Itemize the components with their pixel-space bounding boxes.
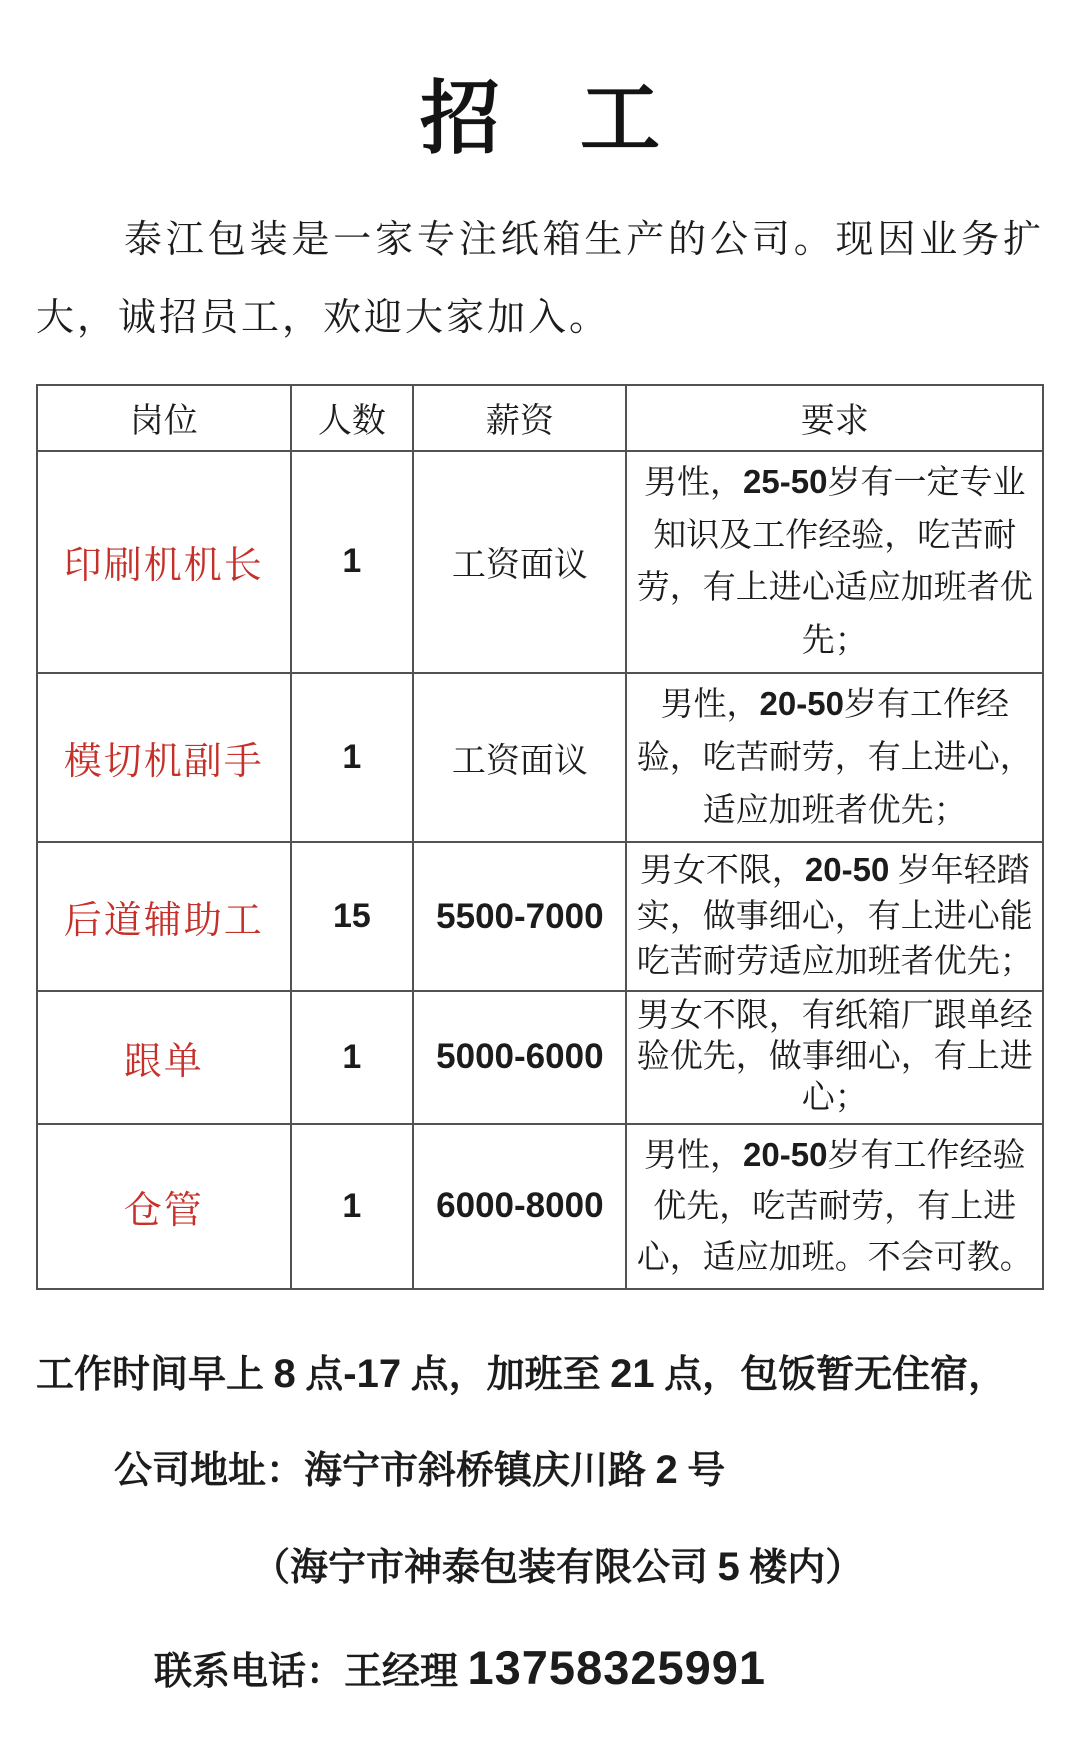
salary-cell [413,991,626,1124]
contact-phone-line [154,1637,1044,1698]
work-hours-line-number: 21 [610,1352,655,1397]
address-detail-line-text: （海宁市神泰包装有限公司 [252,1546,718,1589]
requirement-cell [626,842,1043,991]
work-hours-line-text: 点 [295,1354,344,1397]
salary-label: 工资面议 [451,743,588,781]
col-header-requirements: 要求 [626,385,1043,451]
salary-cell [413,451,626,673]
position-cell: 印刷机机长 [37,451,291,673]
salary-range: 6000-8000 [436,1186,604,1226]
requirement-text: 男女不限， [639,853,805,890]
contact-phone-line-text: 联系电话：王经理 [154,1651,468,1694]
requirement-cell [626,451,1043,673]
col-header-salary: 薪资 [413,385,626,451]
requirement-text: 岁年轻踏实，做事细心，有上进心能吃苦耐劳适应加班者优先； [636,853,1033,981]
company-address-line [114,1444,1044,1496]
company-address-line-text: 公司地址：海宁市斜桥镇庆川路 [114,1450,656,1493]
footer [36,1348,1044,1698]
work-hours-line-text: 点，加班至 [401,1354,611,1397]
col-header-headcount: 人数 [291,385,414,451]
position-cell: 后道辅助工 [37,842,291,991]
table-row [37,451,1043,673]
company-address-line-number: 2 [655,1448,678,1493]
salary-range: 5000-6000 [436,1037,604,1077]
table-row [37,673,1043,842]
requirement-text: 男性， [644,1137,744,1174]
requirement-text: 岁有一定专业知识及工作经验，吃苦耐劳，有上进心适应加班者优先； [636,464,1033,660]
table-row [37,1124,1043,1289]
jobs-table [36,384,1044,1290]
requirement-text: 男性， [644,464,744,501]
col-header-position: 岗位 [37,385,291,451]
work-hours-line-text: 点，包饭暂无住宿， [654,1354,1007,1397]
intro-paragraph: 泰江包装是一家专注纸箱生产的公司。现因业务扩大，诚招员工，欢迎大家加入。 [36,219,1044,339]
requirement-text: 男性， [660,686,760,723]
position-cell: 模切机副手 [37,673,291,842]
headcount-cell: 1 [291,1124,414,1289]
headcount-cell: 1 [291,673,414,842]
requirement-cell [626,1124,1043,1289]
requirement-cell [626,673,1043,842]
work-hours-line [36,1348,1044,1400]
requirement-text: 岁有工作经验，吃苦耐劳，有上进心，适应加班者优先； [636,686,1033,829]
headcount-cell: 1 [291,991,414,1124]
headcount-cell: 1 [291,451,414,673]
salary-cell [413,1124,626,1289]
table-header-row [37,385,1043,451]
work-hours-line-number: 8 [273,1352,296,1397]
requirement-number: 20-50 [804,851,890,889]
requirement-number: 20-50 [743,1135,828,1173]
salary-range: 5500-7000 [436,896,604,936]
page-title: 招 工 [420,76,660,164]
address-detail-line-text: 楼内） [739,1546,864,1589]
table-row [37,991,1043,1124]
requirement-number: 20-50 [759,684,844,722]
address-detail-line [252,1541,1044,1593]
address-detail-line-number: 5 [717,1544,740,1589]
requirement-number: 25-50 [743,462,828,500]
work-hours-line-number: -17 [343,1352,402,1397]
jobs-table-body [37,451,1043,1289]
salary-cell [413,673,626,842]
work-hours-line-text: 工作时间早上 [36,1354,274,1397]
salary-label: 工资面议 [451,547,588,585]
salary-cell [413,842,626,991]
requirement-text: 男女不限，有纸箱厂跟单经验优先，做事细心，有上进心； [636,997,1033,1116]
position-cell: 仓管 [37,1124,291,1289]
contact-phone-line-number: 13758325991 [467,1641,767,1695]
company-address-line-text: 号 [677,1450,726,1493]
position-cell: 跟单 [37,991,291,1124]
headcount-cell: 15 [291,842,414,991]
requirement-text: 岁有工作经验优先，吃苦耐劳，有上进心，适应加班。不会可教。 [636,1137,1033,1276]
requirement-cell [626,991,1043,1124]
table-row [37,842,1043,991]
